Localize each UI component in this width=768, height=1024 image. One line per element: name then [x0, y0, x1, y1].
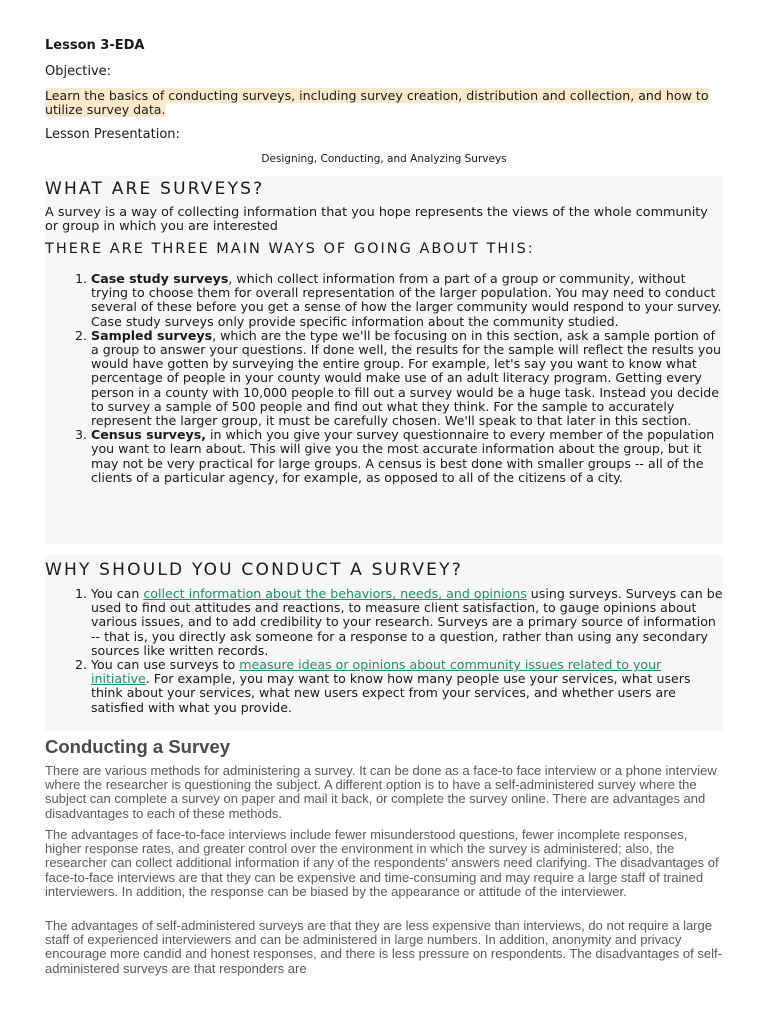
survey-types-list [45, 272, 723, 485]
conducting-paragraph: The advantages of face-to-face interviews include fewer misunderstood questions, fewer incomplete responses, higher response rates, and greater control over the environment in which the survey is administered; also, the researcher can collect additional information if any of the respondents' answers need clarifying. The disadvantages of face-to-face interviews are that they can be expensive and time-consuming and may require a large staff of trained interviewers. In addition, the response can be biased by the appearance or attitude of the interviewer. [45, 827, 719, 899]
list-item-text: , which are the type we'll be focusing on in this section, ask a sample portion of a group to answer your questions. If done well, the results for the sample will reflect the results you would have gotten by surveying the entire group. For example, let's say you want to know what percentage of people in your county would make use of an adult literacy program. Getting every person in a county with 10,000 people to fill out a survey would be a huge task. Instead you decide to survey a sample of 500 people and find out what they think. For the sample to accurately represent the larger group, it must be carefully chosen. We'll speak to that later in this section. [91, 327, 722, 429]
list-item [91, 272, 723, 329]
objective-text [45, 89, 723, 117]
conducting-paragraph: There are various methods for administering a survey. It can be done as a face-to face interview or a phone interview where the researcher is questioning the subject. A different option is to have a self-administered survey where the subject can complete a survey on paper and mail it back, or complete the survey online. There are advantages and disadvantages to each of these methods. [45, 763, 717, 821]
objective-highlight: Learn the basics of conducting surveys, including survey creation, distribution and collection, and how to utilize survey data. [45, 88, 709, 117]
community-issues-link[interactable]: measure ideas or opinions about community issues related to your initiative [91, 657, 662, 687]
list-item-text: using surveys. Surveys can be used to find out attitudes and reactions, to measure client satisfaction, to gauge opinions about various issues, and to add credibility to your research. Surveys are a primary source of information -- that is, you directly ask someone for a response to a question, rather than using any secondary sources like written records. [91, 586, 723, 658]
why-reasons-list [45, 587, 723, 715]
list-item-text: , which collect information from a part of a group or community, without trying to choose them for overall representation of the larger population. You may need to conduct several of these before you get a sense of how the larger community would respond to your survey. Case study surveys only provide specific information about the community studied. [91, 271, 722, 329]
list-item-bold: Sampled surveys [91, 327, 213, 343]
list-item [91, 658, 723, 715]
presentation-subtitle: Designing, Conducting, and Analyzing Surveys [261, 153, 507, 165]
conducting-heading: Conducting a Survey [45, 736, 231, 757]
list-item [91, 428, 723, 485]
behaviors-needs-opinions-link[interactable]: collect information about the behaviors, needs, and opinions [143, 586, 527, 601]
what-subheading: THERE ARE THREE MAIN WAYS OF GOING ABOUT THIS: [45, 241, 535, 257]
list-item [91, 587, 723, 658]
what-heading: WHAT ARE SURVEYS? [45, 179, 265, 199]
list-item-text: in which you give your survey questionnaire to every member of the population you want to learn about. This will give you the most accurate information about the group, but it may not be very practical for large groups. A census is best done with smaller groups -- all of the clients of a particular agency, for example, as opposed to all of the citizens of a city. [91, 427, 715, 485]
lesson-title: Lesson 3-EDA [45, 38, 145, 53]
presentation-label: Lesson Presentation: [45, 127, 180, 142]
list-item-text: You can [91, 586, 144, 601]
list-item [91, 329, 723, 428]
what-intro: A survey is a way of collecting information that you hope represents the views of the whole community or group in which you are interested [45, 205, 708, 234]
list-item-bold: Case study surveys [91, 271, 229, 286]
why-heading: WHY SHOULD YOU CONDUCT A SURVEY? [45, 560, 463, 580]
objective-label: Objective: [45, 64, 112, 79]
list-item-bold: Census surveys, [91, 427, 207, 443]
list-item-text: . For example, you may want to know how many people use your services, what users think about your services, what new users expect from your services, and whether users are satisfied with what you provide. [91, 671, 691, 715]
conducting-paragraph: The advantages of self-administered surveys are that they are less expensive than interviews, do not require a large staff of experienced interviewers and can be administered in large numbers. In addition, anonymity and privacy encourage more candid and honest responses, and there is less pressure on respondents. The disadvantages of self-administered surveys are that responders are [45, 918, 722, 976]
list-item-text: You can use surveys to [91, 657, 240, 673]
